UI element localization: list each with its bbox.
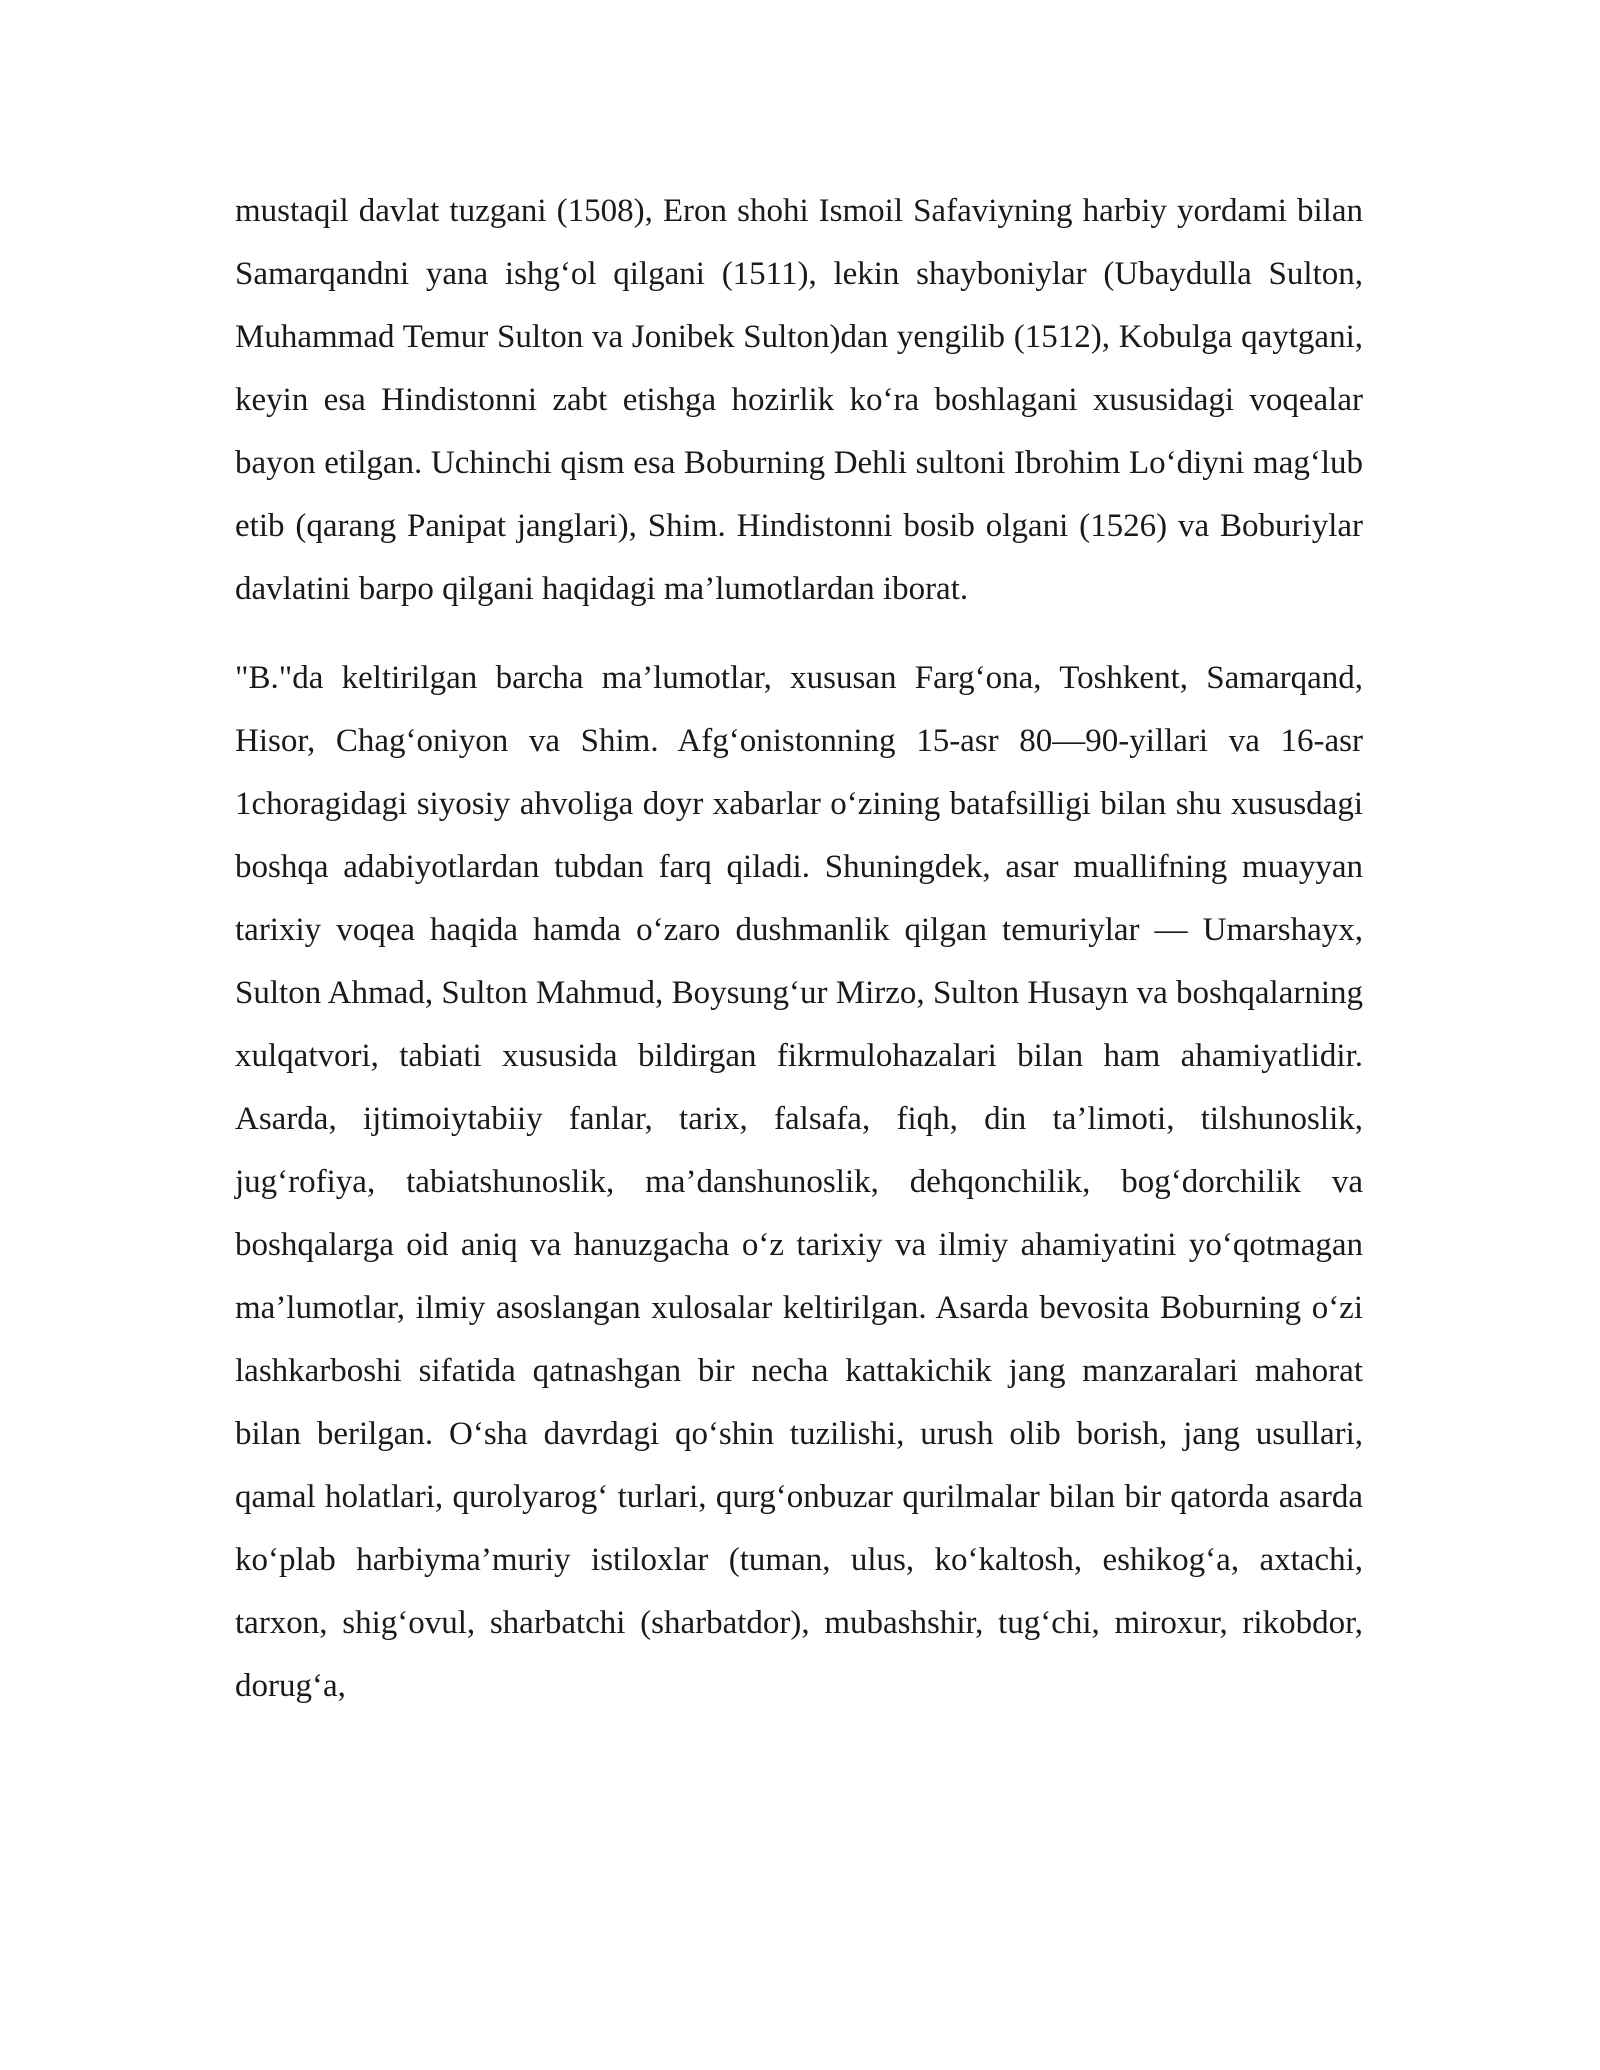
paragraph-1: mustaqil davlat tuzgani (1508), Eron shohi Ismoil Safaviyning harbiy yordami bilan Samarqandni yana ishg‘ol qilgani (1511), lekin shayboniylar (Ubaydulla Sulton, Muhammad Temur Sulton va Jonibek Sulton)dan yengilib (1512), Kobulga qaytgani, keyin esa Hindistonni zabt etishga hozirlik ko‘ra boshlagani xususidagi voqealar bayon etilgan. Uchinchi qism esa Boburning Dehli sultoni Ibrohim Lo‘diyni mag‘lub etib (qarang Panipat janglari), Shim. Hindistonni bosib olgani (1526) va Boburiylar davlatini barpo qilgani haqidagi ma’lumotlardan iborat. xyxy=(235,193,1363,607)
body-text xyxy=(235,180,1363,1718)
paragraph-2: "B."da keltirilgan barcha ma’lumotlar, xususan Farg‘ona, Toshkent, Samarqand, Hisor, Chag‘oniyon va Shim. Afg‘onistonning 15-asr 80—90-yillari va 16-asr 1choragidagi siyosiy ahvoliga doyr xabarlar o‘zining batafsilligi bilan shu xususdagi boshqa adabiyotlardan tubdan farq qiladi. Shuningdek, asar muallifning muayyan tarixiy voqea haqida hamda o‘zaro dushmanlik qilgan temuriylar — Umarshayx, Sulton Ahmad, Sulton Mahmud, Boysung‘ur Mirzo, Sulton Husayn va boshqalarning xulqatvori, tabiati xususida bildirgan fikrmulohazalari bilan ham ahamiyatlidir. Asarda, ijtimoiytabiiy fanlar, tarix, falsafa, fiqh, din ta’limoti, tilshunoslik, jug‘rofiya, tabiatshunoslik, ma’danshunoslik, dehqonchilik, bog‘dorchilik va boshqalarga oid aniq va hanuzgacha o‘z tarixiy va ilmiy ahamiyatini yo‘qotmagan ma’lumotlar, ilmiy asoslangan xulosalar keltirilgan. Asarda bevosita Boburning o‘zi lashkarboshi sifatida qatnashgan bir necha kattakichik jang manzaralari mahorat bilan berilgan. O‘sha davrdagi qo‘shin tuzilishi, urush olib borish, jang usullari, qamal holatlari, qurolyarog‘ turlari, qurg‘onbuzar qurilmalar bilan bir qatorda asarda ko‘plab harbiyma’muriy istiloxlar (tuman, ulus, ko‘kaltosh, eshikog‘a, axtachi, tarxon, shig‘ovul, sharbatchi (sharbatdor), mubashshir, tug‘chi, miroxur, rikobdor, dorug‘a, xyxy=(235,660,1363,1704)
